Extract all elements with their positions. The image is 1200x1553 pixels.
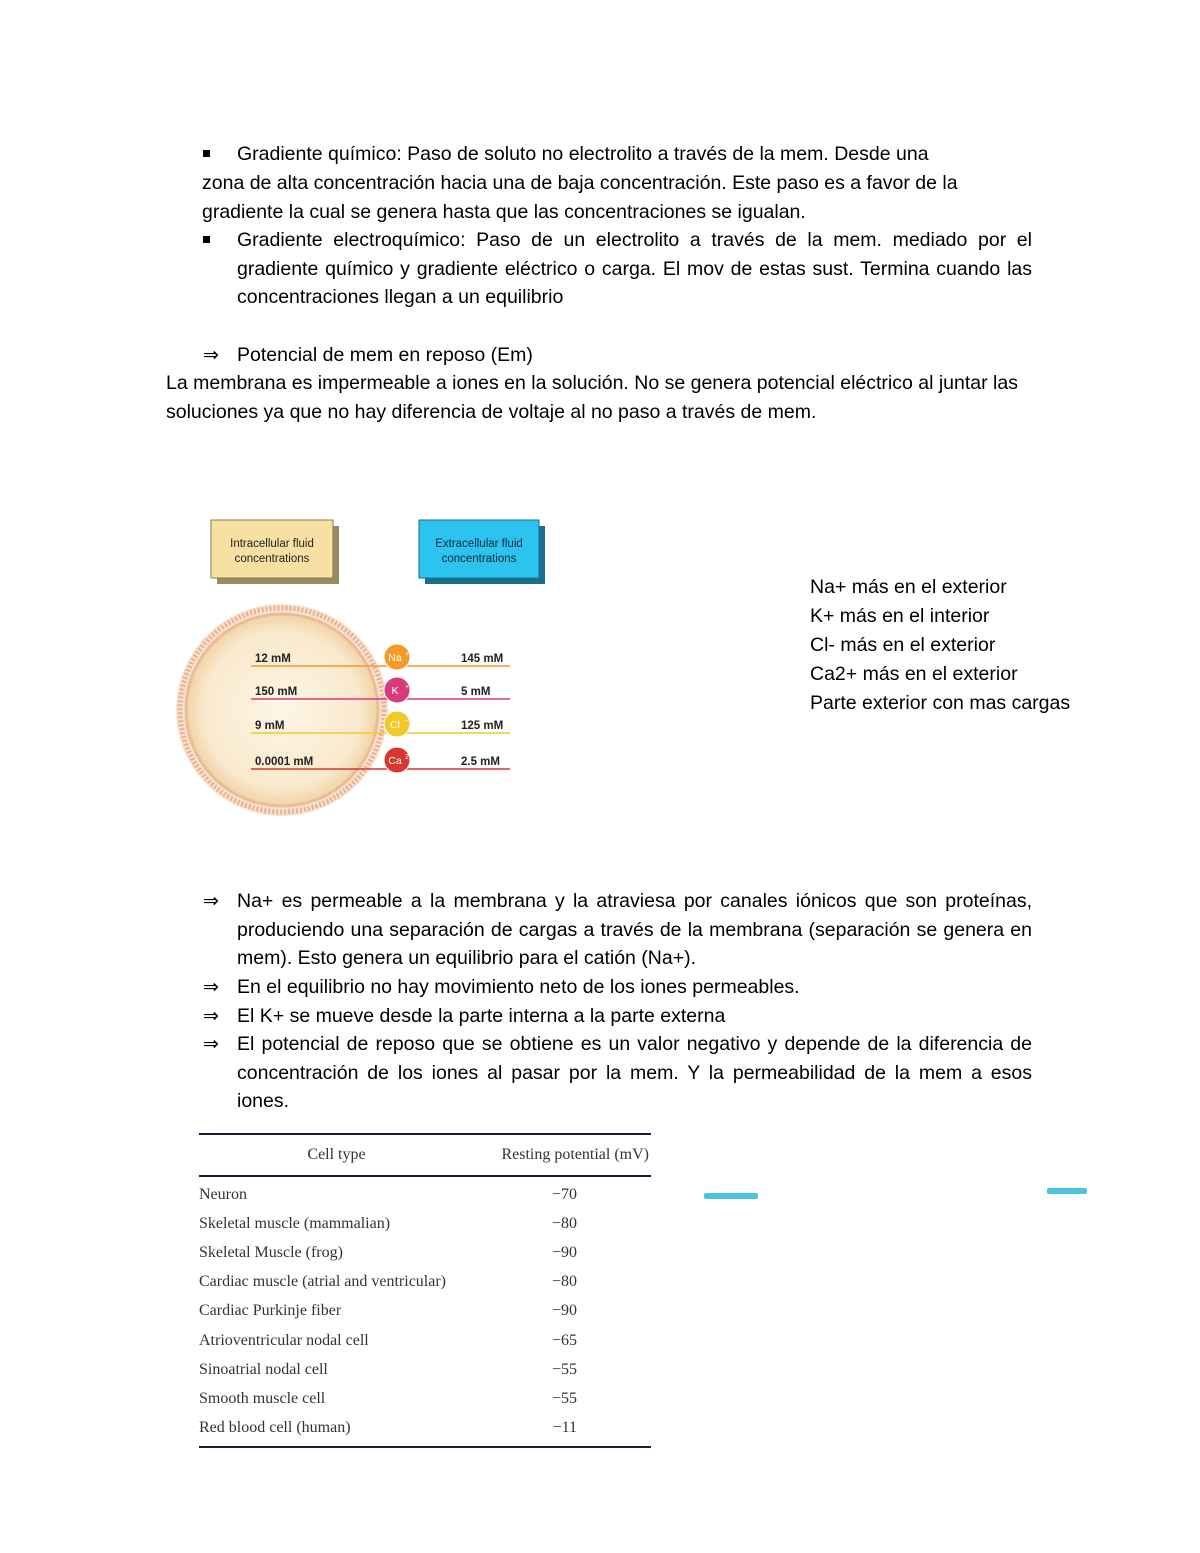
na-permeable-item: Na+ es permeable a la membrana y la atraviesa por canales iónicos que son proteínas, produciendo una separación de cargas a través de la membrana (separación se genera en mem). Esto genera un equilibrio para el catión (Na+). [237,890,1032,970]
ion-charge: + [405,651,410,658]
ion-concentration-figure [165,512,555,817]
resting-potential-table [199,1133,651,1448]
cell-type: Atrioventricular nodal cell [199,1331,369,1349]
ion-symbol: Na [388,652,402,664]
ion-note: Ca2+ más en el exterior [810,663,1018,685]
cell-type: Neuron [199,1186,247,1204]
potencial-reposo-item: Potencial de mem en reposo (Em) [237,344,533,366]
ion-outside-concentration: 125 mM [461,720,504,732]
table-bottom-rule [199,1446,651,1448]
k-mueve-item: El K+ se mueve desde la parte interna a la parte externa [237,1005,726,1027]
ion-symbol: Ca [388,755,402,767]
bullet-gradiente-quimico-line3: gradiente la cual se genera hasta que las concentraciones se igualan. [202,200,806,223]
ion-inside-concentration: 12 mM [255,653,291,665]
resting-potential-value: −11 [552,1418,577,1436]
bullet-gradiente-quimico-rest [202,169,1042,226]
cell-type: Skeletal Muscle (frog) [199,1244,343,1262]
cell-type: Cardiac muscle (atrial and ventricular) [199,1273,446,1291]
bullet-gradiente-quimico-line1: Gradiente químico: Paso de soluto no electrolito a través de la mem. Desde una [237,143,929,165]
intracellular-label-box [211,520,339,584]
ion-symbol: Cl [390,719,400,731]
arrow-bullet-icon: ⇒ [203,976,219,998]
table-row [199,1355,651,1384]
resting-potential-value: −70 [551,1186,577,1204]
cell-type: Smooth muscle cell [199,1389,326,1407]
resting-potential-value: −65 [551,1331,577,1349]
highlight-dash [704,1193,758,1199]
table-row [199,1326,651,1355]
ion-notes [810,573,1070,718]
intracellular-label-line1: Intracellular fluid [230,538,314,550]
arrow-bullet-icon: ⇒ [203,1005,219,1027]
arrow-bullet-icon: ⇒ [203,1033,219,1055]
ion-charge: + [405,684,410,691]
ion-note: K+ más en el interior [810,605,990,627]
ion-note: Cl- más en el exterior [810,634,996,656]
ion-note: Na+ más en el exterior [810,576,1007,598]
resting-potential-value: −80 [551,1273,577,1291]
table-body [199,1177,651,1447]
table-row [199,1239,651,1268]
resting-potential-value: −80 [551,1215,577,1233]
ion-outside-concentration: 5 mM [461,686,491,698]
arrow-bullet-icon: ⇒ [203,344,219,366]
table-row [199,1210,651,1239]
table-header-row [199,1135,651,1175]
resting-potential-value: −90 [551,1244,577,1262]
ion-outside-concentration: 145 mM [461,653,504,665]
table-row [199,1181,651,1210]
extracellular-label-line1: Extracellular fluid [435,538,523,550]
ion-symbol: K [391,685,399,697]
bullet-gradiente-quimico-line2: zona de alta concentración hacia una de baja concentración. Este paso es a favor de la [202,172,958,194]
membrana-impermeable-paragraph: La membrana es impermeable a iones en la solución. No se genera potencial eléctrico al juntar las soluciones ya que no hay diferencia de voltaje al no paso a través de mem. [166,372,1018,423]
table-row [199,1384,651,1413]
bullet-gradiente-electroquimico: Gradiente electroquímico: Paso de un electrolito a través de la mem. mediado por el gradiente químico y gradiente eléctrico o carga. El mov de estas sust. Termina cuando las concentraciones llegan a un equilibrio [237,229,1032,309]
cell-type: Red blood cell (human) [199,1418,351,1436]
ion-inside-concentration: 0.0001 mM [255,756,314,768]
extracellular-label-line2: concentrations [441,553,517,565]
table-row [199,1297,651,1326]
ion-inside-concentration: 9 mM [255,720,285,732]
highlight-dash [1047,1188,1087,1194]
intracellular-label-line2: concentrations [234,553,310,565]
extracellular-label-box [419,520,545,584]
ion-outside-concentration: 2.5 mM [461,756,500,768]
header-cell-type: Cell type [307,1146,366,1163]
bullet-marker [203,236,210,243]
arrow-bullet-icon: ⇒ [203,890,219,912]
table-row [199,1413,651,1442]
ion-charge: 2+ [405,754,413,761]
table-row [199,1268,651,1297]
bullet-marker [203,150,210,157]
resting-potential-value: −55 [551,1360,577,1378]
ion-inside-concentration: 150 mM [255,686,298,698]
ion-note: Parte exterior con mas cargas [810,692,1071,714]
cell-type: Skeletal muscle (mammalian) [199,1215,391,1233]
cell-type: Cardiac Purkinje fiber [199,1302,342,1320]
header-resting-potential: Resting potential (mV) [501,1146,649,1163]
ion-charge: − [405,718,410,725]
resting-potential-value: −90 [551,1302,577,1320]
equilibrio-item: En el equilibrio no hay movimiento neto de los iones permeables. [237,976,800,998]
potencial-reposo-valor-item: El potencial de reposo que se obtiene es un valor negativo y depende de la diferencia de concentración de los iones al pasar por la mem. Y la permeabilidad de la mem a esos iones. [237,1033,1032,1113]
cell-type: Sinoatrial nodal cell [199,1360,328,1378]
resting-potential-value: −55 [551,1389,577,1407]
cell-membrane-diagram [176,604,388,816]
